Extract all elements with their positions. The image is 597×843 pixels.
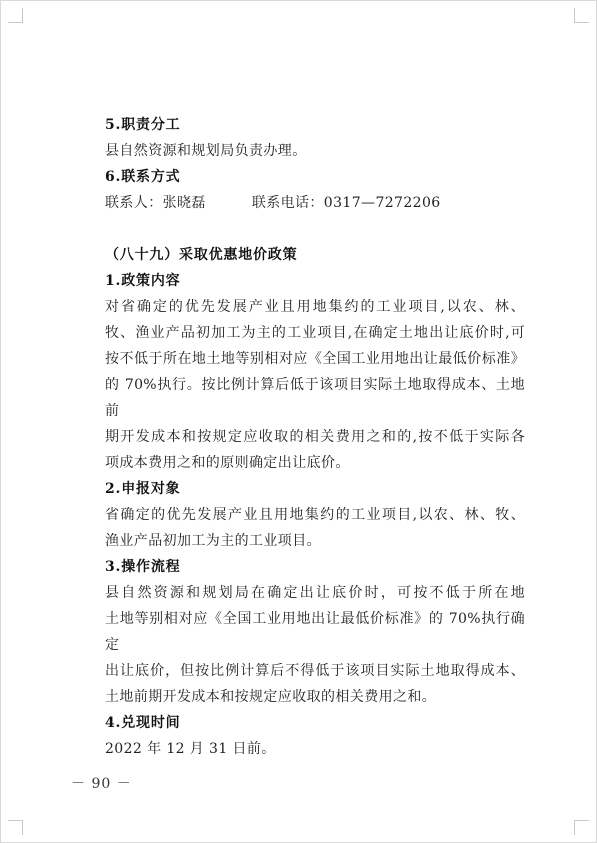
- section-heading: 3.操作流程: [105, 559, 181, 575]
- policy-title: （八十九）采取优惠地价政策: [105, 247, 298, 263]
- paragraph-line: 渔业产品初加工为主的工业项目。: [105, 533, 321, 549]
- paragraph-line: 县自然资源和规划局在确定出让底价时，可按不低于所在地: [105, 585, 525, 601]
- paragraph-line: 牧、渔业产品初加工为主的工业项目,在确定土地出让底价时,可: [105, 325, 525, 341]
- section-heading: 5.职责分工: [105, 117, 181, 133]
- paragraph-line: 省确定的优先发展产业且用地集约的工业项目,以农、林、牧、: [105, 507, 525, 523]
- section-heading: 2.申报对象: [105, 481, 181, 497]
- section-heading: 1.政策内容: [105, 273, 181, 289]
- crop-mark-bottom-right: [574, 820, 589, 835]
- paragraph-line: 按不低于所在地土地等别相对应《全国工业用地出让最低价标准》: [105, 351, 525, 367]
- contact-phone: 联系电话：0317—7272206: [251, 195, 441, 211]
- paragraph-line: 的 70%执行。按比例计算后低于该项目实际土地取得成本、土地前: [105, 377, 525, 419]
- contact-person: 联系人：张晓磊: [105, 195, 206, 211]
- crop-mark-bottom-left: [8, 820, 23, 835]
- crop-mark-top-left: [8, 8, 23, 23]
- contact-line: [105, 190, 525, 216]
- paragraph-line: 土地等别相对应《全国工业用地出让最低价标准》的 70%执行确定: [105, 611, 525, 653]
- paragraph-line: 对省确定的优先发展产业且用地集约的工业项目,以农、林、: [105, 299, 525, 315]
- crop-mark-top-right: [574, 8, 589, 23]
- section-heading: 6.联系方式: [105, 169, 181, 185]
- paragraph-line: 2022 年 12 月 31 日前。: [105, 741, 276, 757]
- document-body: [105, 112, 525, 762]
- paragraph-line: 出让底价，但按比例计算后不得低于该项目实际土地取得成本、: [105, 663, 525, 679]
- paragraph-line: 项成本费用之和的原则确定出让底价。: [105, 455, 350, 471]
- page-number: － 90 －: [71, 776, 132, 792]
- paragraph-line: 期开发成本和按规定应收取的相关费用之和的,按不低于实际各: [105, 429, 525, 445]
- paragraph-line: 土地前期开发成本和按规定应收取的相关费用之和。: [105, 689, 437, 705]
- paragraph-line: 县自然资源和规划局负责办理。: [105, 143, 307, 159]
- section-heading: 4.兑现时间: [105, 715, 181, 731]
